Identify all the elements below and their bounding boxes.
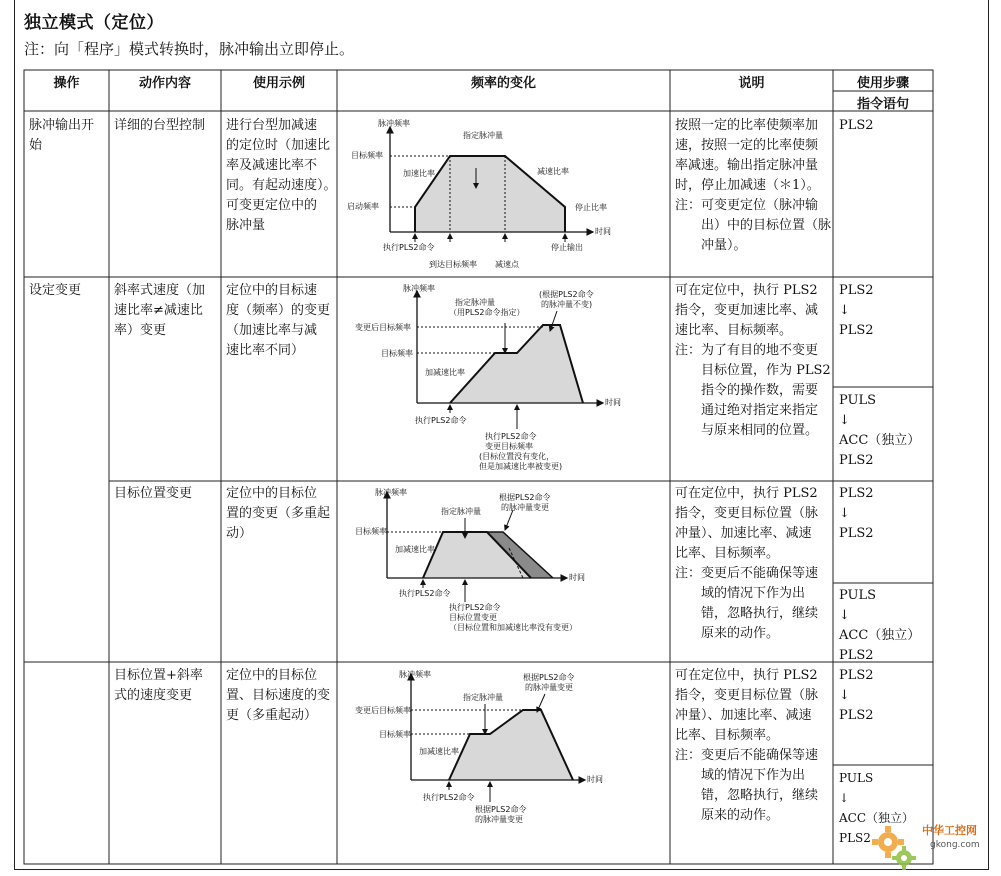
watermark-logo	[868, 818, 998, 873]
d1-target-label: 目标频率	[351, 151, 383, 160]
row2-example: 定位中的目标速 度（频率）的变更 （加速比率与减 速比率不同）	[226, 283, 331, 358]
d2-per1: (根据PLS2命令	[539, 290, 594, 299]
row4-steps-a: PLS2 ↓ PLS2	[839, 668, 874, 723]
watermark-domain: gkong.com	[930, 840, 980, 850]
row1-example: 进行台型加减速 的定位时（加速比 率及减速比率不 同。有起动速度）。 可变更定位中的 脉冲量	[226, 118, 337, 233]
d2-y-axis-label: 脉冲频率	[403, 284, 435, 293]
row4-steps-b: PULS ↓ ACC（独立） PLS2	[839, 771, 915, 845]
watermark-text: 中华工控网	[922, 824, 977, 837]
row2-steps-b: PULS ↓ ACC（独立） PLS2	[839, 393, 921, 468]
col-header-frequency: 频率的变化	[470, 76, 536, 91]
d4-exec2a: 根据PLS2命令	[475, 805, 527, 814]
d1-exec-label: 执行PLS2命令	[383, 243, 435, 252]
row3-steps-b: PULS ↓ ACC（独立） PLS2	[839, 588, 921, 663]
d1-stop-out-label: 停止输出	[551, 243, 583, 252]
row3-example: 定位中的目标位 置的变更（多重起 动）	[226, 486, 331, 541]
d3-exec2a: 执行PLS2命令	[449, 603, 501, 612]
d3-exec2c: （目标位置和加减速比率没有变更）	[449, 623, 577, 632]
d2-target: 目标频率	[381, 349, 413, 358]
d4-time: 时间	[587, 775, 603, 784]
d1-stop-ratio-label: 停止比率	[575, 203, 607, 212]
col-header-steps: 使用步骤	[856, 76, 909, 91]
col-header-action: 动作内容	[138, 76, 191, 91]
d1-accel-label: 加速比率	[403, 169, 435, 178]
d1-decel-label: 减速比率	[537, 167, 569, 176]
row1-operation: 脉冲输出开 始	[29, 118, 95, 153]
d2-specified1: 指定脉冲量	[455, 298, 495, 307]
row2-steps-a: PLS2 ↓ PLS2	[839, 283, 874, 338]
d2-accdec: 加减速比率	[425, 368, 465, 377]
d1-specified-label: 指定脉冲量	[463, 131, 503, 140]
d1-reach-label: 到达目标频率	[429, 260, 477, 269]
d2-per2: 的脉冲量不变)	[541, 300, 593, 309]
section-heading: 独立模式（定位）	[24, 13, 164, 33]
d1-time-label: 时间	[595, 227, 611, 236]
col-header-instruction: 指令语句	[856, 97, 909, 112]
d2-changed-target: 变更后目标频率	[355, 323, 411, 332]
d4-exec: 执行PLS2命令	[423, 793, 475, 802]
d4-per2: 的脉冲量变更	[525, 683, 573, 692]
d2-exec2d: 但是加减速比率被变更)	[479, 462, 563, 471]
col-header-operation: 操作	[53, 76, 80, 91]
d3-accdec: 加减速比率	[395, 545, 435, 554]
diagram-trapezoid-control	[345, 118, 665, 274]
d4-y-axis-label: 脉冲频率	[399, 670, 431, 679]
d2-time: 时间	[605, 398, 621, 407]
d2-exec2b: 变更目标频率	[485, 442, 533, 451]
col-header-example: 使用示例	[252, 76, 305, 91]
col-header-description: 说明	[738, 76, 765, 91]
d4-specified: 指定脉冲量	[463, 693, 503, 702]
row3-description: 可在定位中，执行 PLS2 指令，变更目标位置（脉 冲量）、加速比率、减速 比率、目标频率。 注：变更后不能确保等速 域的情况下作为出 错，忽略执行，继续 原来的动作。	[675, 486, 819, 641]
row1-action: 详细的台型控制	[114, 118, 206, 133]
row3-steps-a: PLS2 ↓ PLS2	[839, 486, 874, 541]
row4-description: 可在定位中，执行 PLS2 指令，变更目标位置（脉 冲量）、加速比率、减速 比率、目标频率。 注：变更后不能确保等速 域的情况下作为出 错，忽略执行，继续 原来的动作。	[675, 668, 819, 823]
row4-example: 定位中的目标位 置、目标速度的变 更（多重起动）	[226, 668, 331, 723]
d1-y-axis-label: 脉冲频率	[378, 119, 410, 128]
d4-accdec: 加减速比率	[419, 747, 459, 756]
d2-exec: 执行PLS2命令	[415, 416, 467, 425]
d3-y-axis-label: 脉冲频率	[375, 488, 407, 497]
d2-specified2: （用PLS2命令指定）	[449, 308, 525, 317]
d4-per1: 根据PLS2命令	[523, 673, 575, 682]
row2-operation: 设定变更	[29, 283, 82, 298]
d1-start-label: 启动频率	[347, 202, 379, 211]
row2-action: 斜率式速度（加 速比率≠减速比 率）变更	[114, 283, 206, 338]
d3-exec: 执行PLS2命令	[399, 589, 451, 598]
row3-action: 目标位置变更	[114, 486, 193, 501]
diagram-slope-speed-change	[345, 283, 665, 477]
d4-changed-target: 变更后目标频率	[355, 706, 411, 715]
d3-per1: 根据PLS2命令	[499, 493, 551, 502]
gear-icon	[868, 820, 920, 872]
d2-exec2c: (目标位置没有变化，	[479, 452, 555, 461]
d3-exec2b: 目标位置变更	[449, 613, 497, 622]
d4-target: 目标频率	[379, 730, 411, 739]
d3-per2: 的脉冲量变更	[501, 503, 549, 512]
d3-time: 时间	[569, 573, 585, 582]
d2-exec2a: 执行PLS2命令	[485, 432, 537, 441]
d4-exec2b: 的脉冲量变更	[475, 815, 523, 824]
row2-description: 可在定位中，执行 PLS2 指令，变更加速比率、减 速比率、目标频率。 注：为了有目的地不变更 目标位置，作为 PLS2 指令的操作数，需要 通过绝对指定来指定 与原来相同的位置。	[675, 283, 831, 438]
diagram-target-position-change	[345, 486, 665, 658]
row4-action: 目标位置+斜率 式的速度变更	[114, 668, 203, 703]
row1-steps: PLS2	[839, 118, 874, 133]
d1-decel-point-label: 减速点	[495, 260, 519, 269]
d3-target: 目标频率	[355, 527, 387, 536]
row1-description: 按照一定的比率使频率加 速，按照一定的比率使频 率减速。输出指定脉冲量 时，停止加减速（＊1）。 注：可变更定位（脉冲输 出）中的目标位置（脉 冲量）。	[675, 118, 832, 253]
d3-specified: 指定脉冲量	[441, 507, 481, 516]
diagram-target-and-speed-change	[345, 668, 665, 830]
section-note: 注：向「程序」模式转换时，脉冲输出立即停止。	[24, 40, 355, 58]
